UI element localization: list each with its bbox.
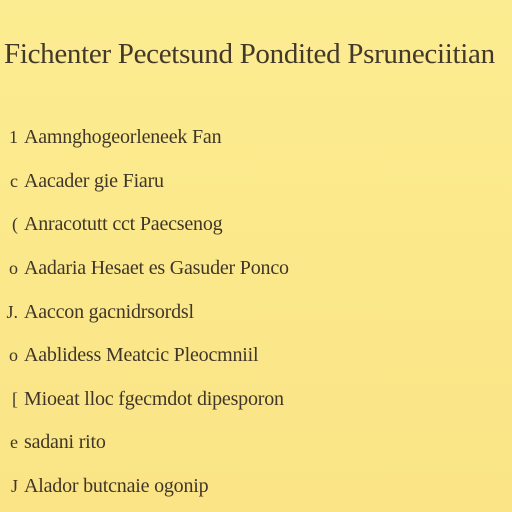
list-item: [0, 160, 512, 204]
list-item-text: Anracotutt cct Paecsenog: [24, 213, 223, 236]
list-marker: J.: [6, 301, 18, 322]
list-item: [0, 465, 512, 509]
list-item-text: Aamnghogeorleneek Fan: [24, 126, 222, 149]
list-item: [0, 116, 512, 160]
list-item-text: Aacader gie Fiaru: [24, 169, 164, 192]
list-item: [0, 378, 512, 422]
item-list: [0, 116, 512, 508]
list-item-text: Aablidess Meatcic Pleocmniil: [24, 344, 259, 367]
list-marker: 1: [9, 127, 18, 148]
list-item-text: Aaccon gacnidrsordsl: [24, 300, 194, 323]
list-item: [0, 290, 512, 334]
list-item-text: Aadaria Hesaet es Gasuder Ponco: [24, 257, 289, 280]
list-marker: e: [10, 432, 18, 453]
list-marker: o: [9, 345, 18, 366]
list-item: [0, 203, 512, 247]
list-item-text: sadani rito: [24, 431, 106, 454]
page-title: Fichenter Pecetsund Pondited Psruneciitian: [4, 38, 495, 70]
list-marker: (: [12, 214, 18, 235]
list-marker: J: [10, 476, 18, 497]
list-marker: o: [9, 258, 18, 279]
list-item: [0, 247, 512, 291]
list-item-text: Mioeat lloc fgecmdot dipesporon: [24, 387, 284, 410]
list-marker: [: [12, 388, 18, 409]
list-marker: c: [10, 170, 18, 191]
list-item: [0, 334, 512, 378]
list-item: [0, 421, 512, 465]
list-item-text: Alador butcnaie ogonip: [24, 475, 209, 498]
